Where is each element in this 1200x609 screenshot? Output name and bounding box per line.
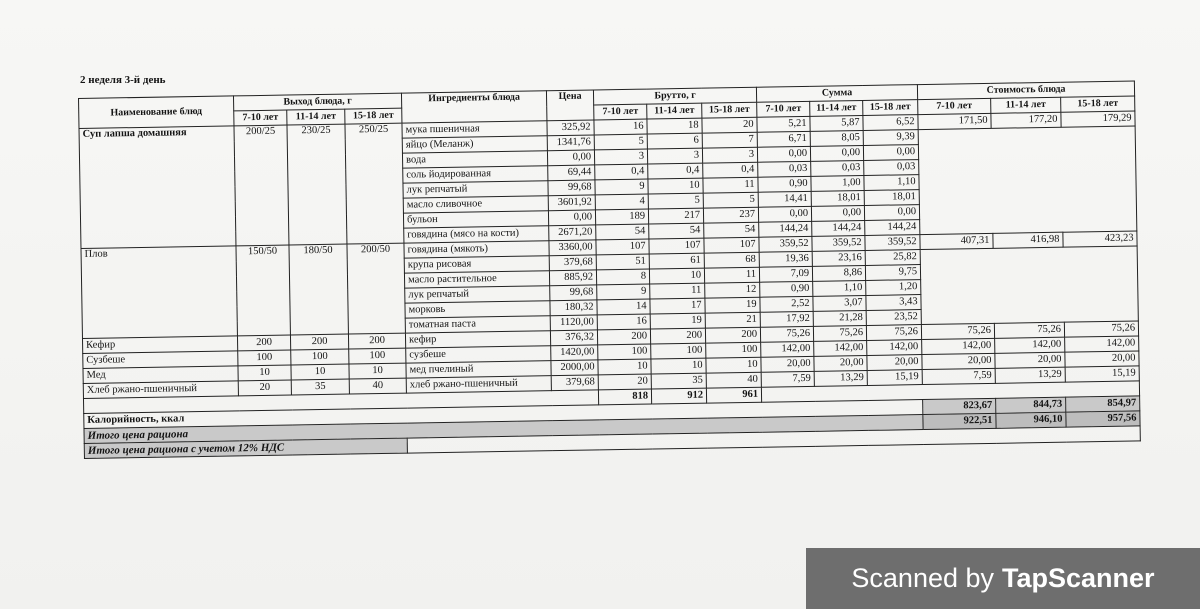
sum-value: 0,00 [863,145,918,161]
menu-cost-table [78,80,1141,458]
total-vat-label: Итого цена рациона с учетом 12% НДС [84,438,407,458]
header-yield-age2: 11-14 лет [287,109,345,125]
dish-yield: 100 [238,350,291,366]
sum-value: 0,03 [758,161,811,177]
dish-cost: 75,26 [994,322,1064,338]
watermark-brand: TapScanner [1002,563,1155,593]
sum-value: 0,00 [811,205,864,221]
brutto-value: 16 [597,314,650,330]
sum-value: 359,52 [865,235,920,251]
sum-value: 20,00 [814,355,867,371]
brutto-value: 19 [705,297,760,313]
ingredient-name: лук репчатый [403,181,548,198]
header-cost-age3: 15-18 лет [1061,96,1135,112]
brutto-value: 16 [594,119,647,135]
ingredient-price: 69,44 [548,165,595,181]
sum-value: 13,29 [814,370,867,386]
ingredient-price: 3360,00 [549,240,596,256]
dish-yield: 230/25 [287,124,347,245]
dish-yield: 200 [290,334,348,350]
watermark-prefix: Scanned by [851,563,995,593]
scanner-watermark [806,548,1200,609]
dish-yield: 150/50 [236,245,290,336]
calories-value: 844,73 [996,397,1066,413]
dish-cost: 20,00 [922,353,995,369]
brutto-value: 21 [705,312,760,328]
ingredient-price: 325,92 [547,120,594,136]
dish-yield: 200/25 [234,125,289,246]
sum-value: 20,00 [867,355,922,371]
brutto-value: 11 [703,177,758,193]
sum-value: 0,00 [757,146,810,162]
ingredient-price: 1120,00 [550,315,597,331]
brutto-value: 3 [702,147,757,163]
sum-value: 7,09 [759,266,812,282]
brutto-value: 107 [649,238,704,254]
sum-value: 18,01 [811,190,864,206]
dish-yield: 200/50 [347,243,406,334]
dish-yield: 10 [349,363,406,379]
sum-value: 0,00 [864,205,919,221]
empty-cost-area [918,126,1137,235]
sum-value: 2,52 [760,296,813,312]
sum-value: 142,00 [814,340,867,356]
ingredient-price: 1420,00 [551,345,598,361]
ingredient-name: морковь [405,301,550,318]
sum-value: 0,90 [760,281,813,297]
brutto-value: 4 [595,194,648,210]
sum-value: 3,07 [813,295,866,311]
ingredient-price: 376,32 [550,330,597,346]
dish-cost: 75,26 [921,323,994,339]
ingredient-name: кефир [405,331,550,348]
ingredient-name: томатная паста [405,316,550,333]
header-brutto-age3: 15-18 лет [702,102,757,118]
dish-yield: 20 [238,380,291,396]
dish-name: Хлеб ржано-пшеничный [83,381,238,399]
dish-yield: 200 [237,335,290,351]
header-yield-age3: 15-18 лет [345,108,402,124]
header-yield: Выход блюда, г [233,93,401,111]
total-price-label: Итого цена рациона [84,415,923,444]
ingredient-price: 379,68 [551,375,598,391]
brutto-value: 14 [597,299,650,315]
header-sum: Сумма [756,85,917,103]
dish-cost: 142,00 [922,338,995,354]
sum-value: 7,59 [761,371,814,387]
brutto-value: 8 [596,269,649,285]
brutto-value: 68 [704,252,759,268]
brutto-value: 3 [647,148,702,164]
ingredient-name: крупа рисовая [404,256,549,273]
sum-value: 3,43 [866,295,921,311]
brutto-value: 6 [647,133,702,149]
ingredient-name: говядина (мясо на кости) [404,226,549,243]
brutto-value: 54 [596,224,649,240]
ingredient-price: 3601,92 [548,195,595,211]
brutto-value: 0,4 [595,164,648,180]
dish-cost: 142,00 [1065,336,1139,352]
dish-cost: 20,00 [995,352,1065,368]
brutto-total: 912 [651,388,706,404]
dish-yield: 250/25 [345,123,404,244]
dish-yield: 100 [291,349,349,365]
dish-name: Мед [83,366,238,384]
sum-value: 14,41 [758,191,811,207]
dish-cost: 177,20 [991,112,1061,128]
ingredient-price: 180,32 [550,300,597,316]
header-cost-age1: 7-10 лет [918,98,991,114]
dish-cost: 171,50 [918,113,991,129]
ingredient-price: 2000,00 [551,360,598,376]
sum-value: 359,52 [759,236,812,252]
brutto-value: 200 [650,328,705,344]
brutto-value: 17 [650,298,705,314]
brutto-value: 54 [649,223,704,239]
ingredient-price: 379,68 [549,255,596,271]
brutto-value: 200 [597,329,650,345]
brutto-total: 818 [598,389,651,405]
brutto-value: 100 [651,343,706,359]
brutto-value: 3 [594,149,647,165]
sum-value: 1,10 [813,280,866,296]
brutto-value: 61 [649,253,704,269]
brutto-value: 11 [650,283,705,299]
ingredient-name: мука пшеничная [402,121,547,138]
brutto-value: 10 [649,268,704,284]
brutto-value: 10 [648,178,703,194]
sum-value: 144,24 [759,221,812,237]
dish-cost: 13,29 [995,367,1065,383]
header-ingredients: Ингредиенты блюда [401,91,546,123]
brutto-value: 35 [651,373,706,389]
brutto-value: 20 [598,374,651,390]
dish-cost: 20,00 [1065,351,1139,367]
calories-value: 854,97 [1066,396,1140,412]
sum-value: 0,00 [758,206,811,222]
dish-cost: 142,00 [995,337,1065,353]
sum-value: 0,90 [758,176,811,192]
page-title: 2 неделя 3-й день [80,74,166,86]
dish-yield: 10 [291,364,349,380]
ingredient-price: 0,00 [548,210,595,226]
ingredient-name: вода [402,151,547,168]
brutto-value: 12 [705,282,760,298]
ingredient-name: масло растительное [404,271,549,288]
sum-value: 19,36 [759,251,812,267]
brutto-value: 10 [651,358,706,374]
ingredient-name: лук репчатый [405,286,550,303]
brutto-value: 20 [702,117,757,133]
ingredient-price: 2671,20 [549,225,596,241]
ingredient-name: яйцо (Меланж) [402,136,547,153]
ingredient-name: говядина (мякоть) [404,241,549,258]
brutto-value: 11 [704,267,759,283]
sum-value: 75,26 [760,326,813,342]
brutto-value: 189 [595,209,648,225]
sum-value: 25,82 [865,250,920,266]
brutto-value: 107 [704,237,759,253]
header-cost-age2: 11-14 лет [991,97,1061,113]
sum-value: 9,75 [865,265,920,281]
sum-value: 5,21 [757,116,810,132]
brutto-value: 40 [706,372,761,388]
brutto-value: 10 [598,359,651,375]
dish-cost: 416,98 [993,232,1063,248]
sum-value: 1,10 [864,175,919,191]
sum-value: 8,05 [810,130,863,146]
sum-value: 144,24 [812,220,865,236]
brutto-value: 0,4 [648,163,703,179]
brutto-value: 9 [597,284,650,300]
sum-value: 23,52 [866,310,921,326]
ingredient-price: 0,00 [547,150,594,166]
sum-value: 8,86 [812,265,865,281]
sum-value: 6,71 [757,131,810,147]
ingredient-price: 99,68 [550,285,597,301]
sum-value: 9,39 [863,130,918,146]
brutto-total: 961 [706,387,761,403]
sum-value: 1,00 [811,175,864,191]
sum-value: 23,16 [812,250,865,266]
total-price-value: 946,10 [996,412,1066,428]
sum-value: 142,00 [761,341,814,357]
calories-value: 823,67 [923,398,996,414]
ingredient-name: хлеб ржано-пшеничный [406,376,551,393]
dish-yield: 200 [348,333,405,349]
ingredient-price: 99,68 [548,180,595,196]
ingredient-price: 1341,76 [547,135,594,151]
sum-value: 21,28 [813,310,866,326]
sum-value: 142,00 [867,340,922,356]
ingredient-name: масло сливочное [403,196,548,213]
dish-name: Суп лапша домашняя [79,126,236,249]
ingredient-name: мед пчелиный [406,361,551,378]
sum-value: 20,00 [761,356,814,372]
brutto-value: 54 [704,222,759,238]
dish-name: Плов [81,246,237,339]
brutto-value: 237 [703,207,758,223]
brutto-value: 19 [650,313,705,329]
sum-value: 1,20 [866,280,921,296]
header-brutto-age2: 11-14 лет [647,103,702,119]
header-sum-age2: 11-14 лет [810,100,863,116]
brutto-value: 51 [596,254,649,270]
dish-cost: 423,23 [1063,231,1137,247]
sum-value: 0,00 [810,145,863,161]
dish-cost: 15,19 [1065,366,1139,382]
brutto-value: 10 [706,357,761,373]
brutto-value: 107 [596,239,649,255]
brutto-value: 5 [703,192,758,208]
ingredient-price: 885,92 [549,270,596,286]
empty-cost-area [920,246,1138,325]
brutto-value: 217 [648,208,703,224]
dish-yield: 10 [238,365,291,381]
header-dish-name: Наименование блюд [79,96,234,129]
brutto-value: 5 [594,134,647,150]
dish-name: Кефир [82,336,237,354]
brutto-value: 5 [648,193,703,209]
brutto-value: 7 [702,132,757,148]
dish-cost: 407,31 [920,233,993,249]
sum-value: 15,19 [867,370,922,386]
sum-value: 0,03 [864,160,919,176]
dish-yield: 100 [349,348,406,364]
dish-yield: 40 [349,378,406,394]
brutto-value: 100 [598,344,651,360]
brutto-value: 100 [706,342,761,358]
calories-label: Калорийность, ккал [84,400,923,429]
dish-cost: 179,29 [1061,111,1135,127]
total-price-value: 922,51 [923,413,996,429]
sum-value: 6,52 [863,115,918,131]
sum-value: 17,92 [760,311,813,327]
dish-cost: 7,59 [922,368,995,384]
header-yield-age1: 7-10 лет [234,110,287,126]
header-sum-age3: 15-18 лет [863,100,918,116]
ingredient-name: бульон [403,211,548,228]
header-brutto-age1: 7-10 лет [594,104,647,120]
sum-value: 0,03 [811,160,864,176]
sum-value: 144,24 [865,220,920,236]
sum-value: 75,26 [813,325,866,341]
header-cost: Стоимость блюда [917,81,1134,100]
sum-value: 18,01 [864,190,919,206]
header-price: Цена [546,90,593,121]
brutto-value: 200 [705,327,760,343]
dish-yield: 35 [291,379,349,395]
brutto-value: 18 [647,118,702,134]
dish-cost: 75,26 [1064,321,1138,337]
menu-table-wrapper [78,80,1140,458]
brutto-value: 0,4 [703,162,758,178]
dish-name: Сузбеше [83,351,238,369]
brutto-value: 9 [595,179,648,195]
header-sum-age1: 7-10 лет [757,101,810,117]
ingredient-name: сузбеше [406,346,551,363]
sum-value: 75,26 [866,325,921,341]
dish-yield: 180/50 [289,244,348,335]
ingredient-name: соль йодированная [403,166,548,183]
sum-value: 359,52 [812,235,865,251]
total-price-value: 957,56 [1066,411,1140,427]
header-brutto: Брутто, г [593,87,756,105]
sum-value: 5,87 [810,115,863,131]
